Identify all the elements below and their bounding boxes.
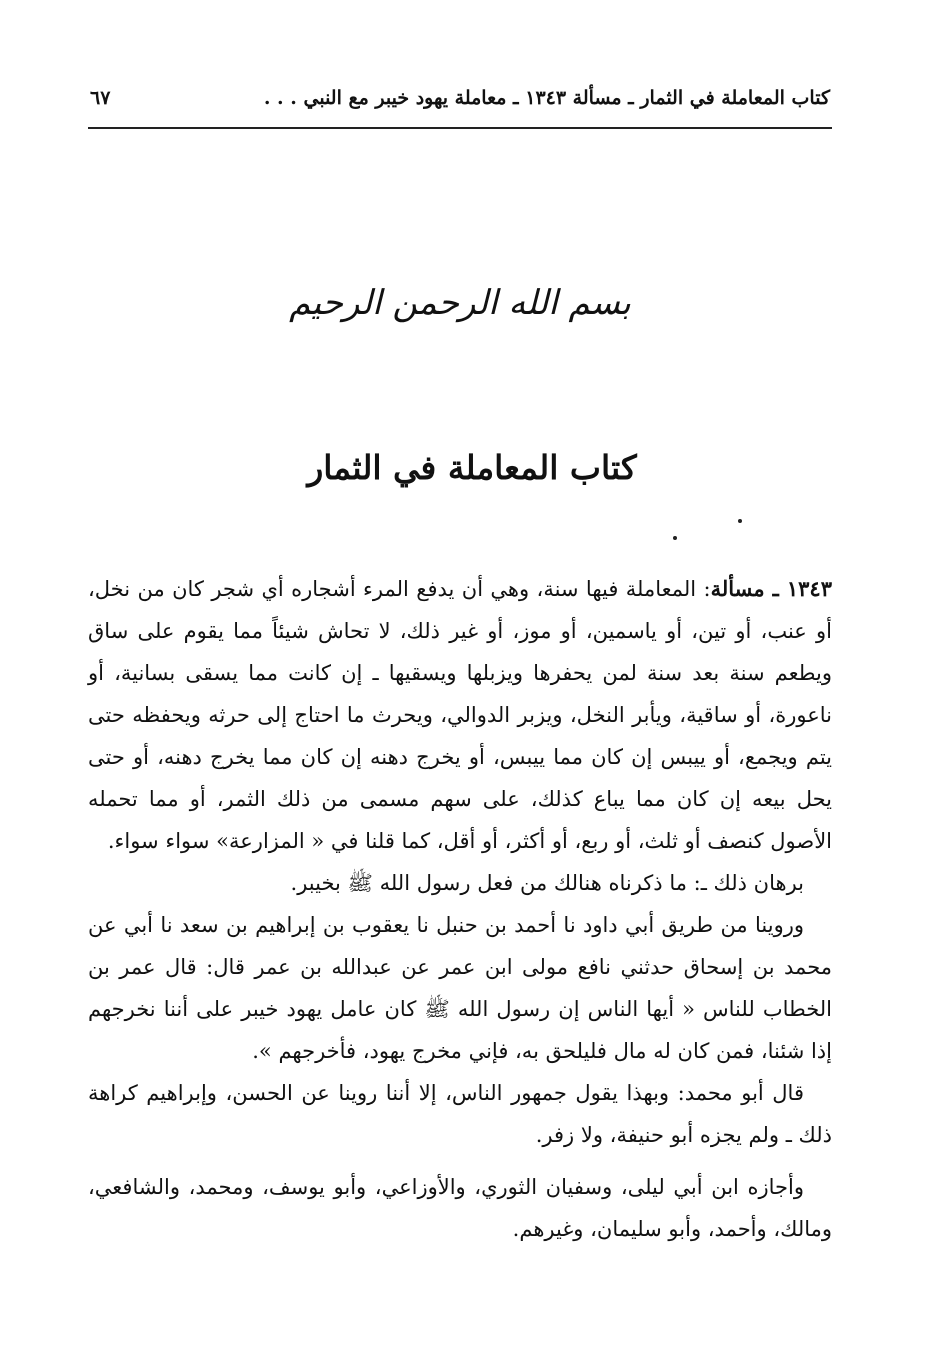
running-header xyxy=(90,78,830,118)
hadith-paragraph: وروينا من طريق أبي داود نا أحمد بن حنبل نا يعقوب بن إبراهيم بن سعد نا أبي عن محمد بن إسحاق حدثني نافع مولى ابن عمر عن عبدالله بن عمر قال: قال عمر بن الخطاب للناس « أيها الناس إن رسول الله ﷺ كان عامل يهود خيبر على أننا نخرجهم إذا شئنا، فمن كان له مال فليلحق به، فإني مخرج يهود، فأخرجهم ». xyxy=(88,913,832,1063)
permitted-by-paragraph: وأجازه ابن أبي ليلى، وسفيان الثوري، والأوزاعي، وأبو يوسف، ومحمد، والشافعي، ومالك، وأحمد، وأبو سليمان، وغيرهم. xyxy=(88,1175,832,1241)
abu-muhammad-paragraph: قال أبو محمد: وبهذا يقول جمهور الناس، إلا أننا روينا عن الحسن، وإبراهيم كراهة ذلك ـ ولم يجزه أبو حنيفة، ولا زفر. xyxy=(88,1081,832,1147)
page-number: ٦٧ xyxy=(90,87,111,109)
proof-paragraph: برهان ذلك ـ: ما ذكرناه هنالك من فعل رسول الله ﷺ بخيبر. xyxy=(290,871,804,895)
chapter-title: كتاب المعاملة في الثمار xyxy=(307,448,637,487)
issue-text: : المعاملة فيها سنة، وهي أن يدفع المرء أشجاره أي شجر كان من نخل، أو عنب، أو تين، أو ياسمين، أو موز، أو غير ذلك، لا تحاش شيئاً مما يقوم على ساق ويطعم سنة بعد سنة لمن يحفرها ويزبلها ويسقيها ـ إن كانت مما يسقى بسانية، أو ناعورة، أو ساقية، ويأبر النخل، ويزبر الدوالي، ويحرث ما احتاج إلى حرثه ويحفظه حتى يتم ويجمع، أو ييبس إن كان مما ييبس، أو يخرج دهنه إن كان مما يخرج دهنه، أو حتى يحل بيعه إن كان مما يباع كذلك، على سهم مسمى من ذلك الثمر، أو مما تحمله الأصول كنصف أو ثلث، أو ربع، أو أكثر، أو أقل، كما قلنا في « المزارعة» سواء سواء. xyxy=(88,577,832,853)
basmala-calligraphy xyxy=(270,268,650,338)
basmala-text: بسم الله الرحمن الرحيم xyxy=(289,283,631,323)
running-title: كتاب المعاملة في الثمار ـ مسألة ١٣٤٣ ـ معاملة يهود خيبر مع النبي . . . xyxy=(263,87,830,109)
issue-paragraph xyxy=(88,568,832,862)
body-text xyxy=(88,568,832,1250)
header-divider xyxy=(88,127,832,129)
ink-speck xyxy=(673,536,677,540)
ink-speck xyxy=(738,519,742,523)
issue-number: ١٣٤٣ ـ مسألة xyxy=(710,576,832,601)
